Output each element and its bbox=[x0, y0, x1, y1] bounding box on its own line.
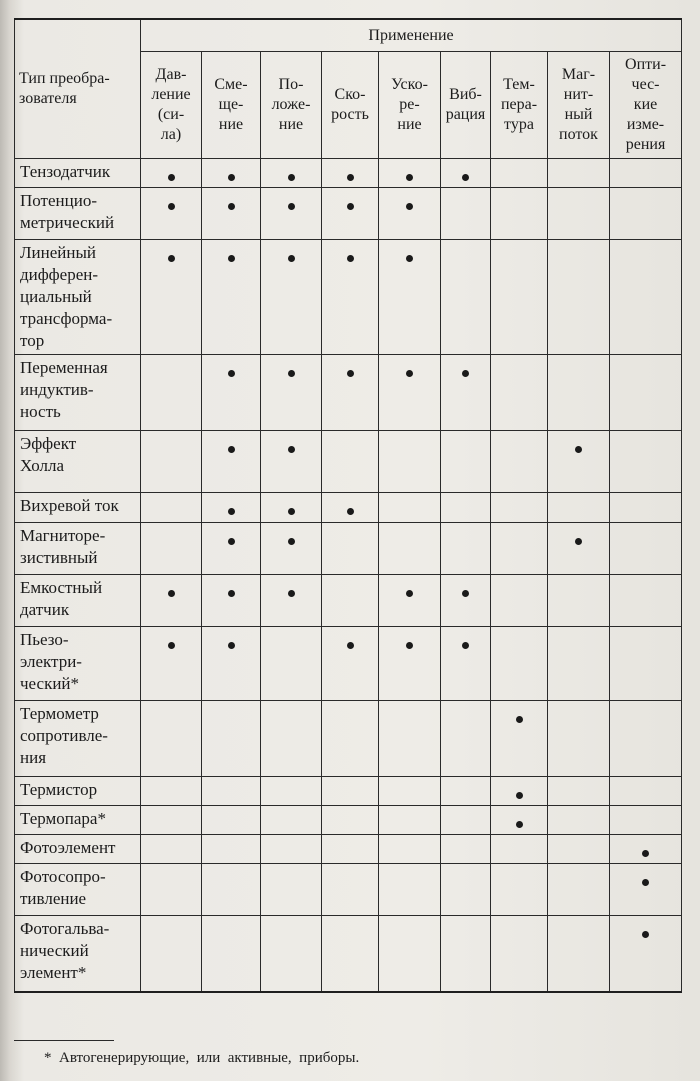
table-cell bbox=[610, 835, 682, 864]
table-cell bbox=[141, 188, 202, 240]
table-cell bbox=[441, 806, 491, 835]
applicability-dot bbox=[288, 538, 295, 545]
table-cell bbox=[322, 806, 379, 835]
table-cell bbox=[441, 188, 491, 240]
table-cell bbox=[322, 355, 379, 431]
applicability-dot bbox=[406, 203, 413, 210]
table-cell bbox=[141, 701, 202, 777]
table-row bbox=[15, 240, 682, 355]
applicability-dot bbox=[288, 370, 295, 377]
applicability-dot bbox=[168, 203, 175, 210]
table-cell bbox=[202, 916, 261, 992]
applicability-dot bbox=[406, 590, 413, 597]
row-label: Эффект Холла bbox=[15, 431, 141, 493]
footnote: * Автогенерирующие, или активные, приборы. bbox=[44, 1050, 360, 1066]
table-cell bbox=[610, 916, 682, 992]
table-row bbox=[15, 627, 682, 701]
table-cell bbox=[491, 355, 548, 431]
row-label: Переменная индуктив- ность bbox=[15, 355, 141, 431]
table-cell bbox=[441, 355, 491, 431]
table-cell bbox=[491, 575, 548, 627]
table-cell bbox=[610, 806, 682, 835]
table-cell bbox=[261, 864, 322, 916]
table-cell bbox=[610, 159, 682, 188]
table-cell bbox=[610, 188, 682, 240]
table-cell bbox=[202, 159, 261, 188]
table-cell bbox=[141, 159, 202, 188]
table-cell bbox=[261, 701, 322, 777]
table-cell bbox=[441, 777, 491, 806]
table-cell bbox=[379, 916, 441, 992]
table-cell bbox=[322, 431, 379, 493]
table-cell bbox=[548, 916, 610, 992]
table-cell bbox=[379, 431, 441, 493]
table-row bbox=[15, 916, 682, 992]
table-row bbox=[15, 493, 682, 523]
table-cell bbox=[141, 523, 202, 575]
table-cell bbox=[491, 627, 548, 701]
table-cell bbox=[141, 575, 202, 627]
table-cell bbox=[261, 575, 322, 627]
table-cell bbox=[379, 575, 441, 627]
table-row bbox=[15, 355, 682, 431]
row-label: Вихревой ток bbox=[15, 493, 141, 523]
applicability-dot bbox=[288, 446, 295, 453]
table-cell bbox=[322, 916, 379, 992]
table-cell bbox=[491, 523, 548, 575]
table-cell bbox=[322, 188, 379, 240]
table-cell bbox=[491, 864, 548, 916]
table-cell bbox=[379, 355, 441, 431]
table-cell bbox=[491, 493, 548, 523]
table-row bbox=[15, 806, 682, 835]
table-cell bbox=[491, 916, 548, 992]
table-cell bbox=[322, 159, 379, 188]
table-cell bbox=[610, 864, 682, 916]
table-row bbox=[15, 523, 682, 575]
row-label: Тензодатчик bbox=[15, 159, 141, 188]
table-cell bbox=[441, 575, 491, 627]
table-cell bbox=[441, 159, 491, 188]
applicability-dot bbox=[228, 508, 235, 515]
column-header: По- ложе- ние bbox=[261, 52, 322, 159]
applicability-dot bbox=[347, 255, 354, 262]
table-cell bbox=[202, 835, 261, 864]
column-header: Дав- ление (си- ла) bbox=[141, 52, 202, 159]
table-cell bbox=[202, 777, 261, 806]
applicability-dot bbox=[228, 174, 235, 181]
table-cell bbox=[379, 188, 441, 240]
table-cell bbox=[610, 355, 682, 431]
table-cell bbox=[261, 240, 322, 355]
table-cell bbox=[202, 240, 261, 355]
corner-header: Тип преобра- зователя bbox=[15, 19, 141, 159]
row-label: Магниторе- зистивный bbox=[15, 523, 141, 575]
table-cell bbox=[548, 777, 610, 806]
table-cell bbox=[491, 701, 548, 777]
row-label: Фотоэлемент bbox=[15, 835, 141, 864]
table-cell bbox=[379, 159, 441, 188]
table-cell bbox=[202, 806, 261, 835]
applicability-dot bbox=[642, 931, 649, 938]
applicability-dot bbox=[347, 370, 354, 377]
table-cell bbox=[379, 240, 441, 355]
table-cell bbox=[141, 777, 202, 806]
table-cell bbox=[548, 240, 610, 355]
table-row bbox=[15, 431, 682, 493]
applicability-dot bbox=[228, 642, 235, 649]
table-cell bbox=[202, 864, 261, 916]
table-cell bbox=[379, 806, 441, 835]
applicability-dot bbox=[462, 174, 469, 181]
table-cell bbox=[441, 701, 491, 777]
table-cell bbox=[322, 701, 379, 777]
table-cell bbox=[322, 835, 379, 864]
table-cell bbox=[548, 701, 610, 777]
table-cell bbox=[141, 835, 202, 864]
applicability-dot bbox=[228, 370, 235, 377]
table-cell bbox=[441, 431, 491, 493]
application-group-header: Применение bbox=[141, 19, 682, 52]
table-cell bbox=[322, 627, 379, 701]
row-label: Термометр сопротивле- ния bbox=[15, 701, 141, 777]
table-row bbox=[15, 864, 682, 916]
table-cell bbox=[610, 627, 682, 701]
table-cell bbox=[141, 431, 202, 493]
applicability-dot bbox=[347, 642, 354, 649]
applicability-dot bbox=[462, 370, 469, 377]
table-cell bbox=[379, 777, 441, 806]
table-cell bbox=[491, 159, 548, 188]
table-cell bbox=[491, 835, 548, 864]
column-header: Опти- чес- кие изме- рения bbox=[610, 52, 682, 159]
table-cell bbox=[379, 493, 441, 523]
table-cell bbox=[261, 523, 322, 575]
table-row bbox=[15, 777, 682, 806]
table-cell bbox=[441, 835, 491, 864]
applicability-dot bbox=[288, 255, 295, 262]
table-cell bbox=[610, 431, 682, 493]
table-cell bbox=[548, 523, 610, 575]
table-cell bbox=[548, 188, 610, 240]
applicability-dot bbox=[228, 203, 235, 210]
table-cell bbox=[548, 627, 610, 701]
table-cell bbox=[261, 806, 322, 835]
table-cell bbox=[441, 627, 491, 701]
table-cell bbox=[548, 864, 610, 916]
table-cell bbox=[491, 240, 548, 355]
table-cell bbox=[322, 240, 379, 355]
table-cell bbox=[202, 627, 261, 701]
column-header: Маг- нит- ный поток bbox=[548, 52, 610, 159]
applicability-dot bbox=[406, 255, 413, 262]
row-label: Термопара* bbox=[15, 806, 141, 835]
table-cell bbox=[202, 575, 261, 627]
table-cell bbox=[322, 493, 379, 523]
table-cell bbox=[441, 240, 491, 355]
row-label: Термистор bbox=[15, 777, 141, 806]
row-label: Фотогальва- нический элемент* bbox=[15, 916, 141, 992]
applicability-dot bbox=[288, 203, 295, 210]
table-cell bbox=[261, 431, 322, 493]
applicability-dot bbox=[642, 879, 649, 886]
table-cell bbox=[379, 627, 441, 701]
table-cell bbox=[610, 493, 682, 523]
table-cell bbox=[202, 431, 261, 493]
applicability-dot bbox=[288, 508, 295, 515]
table-cell bbox=[491, 431, 548, 493]
column-header: Сме- ще- ние bbox=[202, 52, 261, 159]
applicability-dot bbox=[575, 446, 582, 453]
table-cell bbox=[141, 916, 202, 992]
table-cell bbox=[441, 523, 491, 575]
table-cell bbox=[491, 806, 548, 835]
column-header: Виб- рация bbox=[441, 52, 491, 159]
table-cell bbox=[202, 355, 261, 431]
table-cell bbox=[548, 159, 610, 188]
table-cell bbox=[261, 355, 322, 431]
table-cell bbox=[202, 493, 261, 523]
table-row bbox=[15, 188, 682, 240]
table-cell bbox=[141, 240, 202, 355]
table-cell bbox=[610, 240, 682, 355]
table-cell bbox=[548, 355, 610, 431]
applicability-dot bbox=[516, 792, 523, 799]
table-cell bbox=[322, 864, 379, 916]
table-row bbox=[15, 835, 682, 864]
table-cell bbox=[441, 916, 491, 992]
table-cell bbox=[261, 627, 322, 701]
table-cell bbox=[548, 575, 610, 627]
table-cell bbox=[322, 575, 379, 627]
applicability-dot bbox=[406, 370, 413, 377]
applicability-dot bbox=[462, 590, 469, 597]
applicability-dot bbox=[516, 716, 523, 723]
table-cell bbox=[202, 523, 261, 575]
table-cell bbox=[610, 575, 682, 627]
applicability-dot bbox=[228, 255, 235, 262]
table-row bbox=[15, 159, 682, 188]
applicability-dot bbox=[406, 642, 413, 649]
row-label: Потенцио- метрический bbox=[15, 188, 141, 240]
applicability-dot bbox=[228, 590, 235, 597]
table-cell bbox=[379, 701, 441, 777]
table-cell bbox=[261, 188, 322, 240]
table-cell bbox=[548, 431, 610, 493]
table-cell bbox=[379, 523, 441, 575]
table-cell bbox=[261, 777, 322, 806]
applicability-dot bbox=[288, 174, 295, 181]
table-cell bbox=[141, 627, 202, 701]
row-label: Линейный дифферен- циальный трансформа- тор bbox=[15, 240, 141, 355]
table-cell bbox=[141, 864, 202, 916]
applicability-dot bbox=[168, 174, 175, 181]
column-header: Тем- пера- тура bbox=[491, 52, 548, 159]
applicability-dot bbox=[168, 642, 175, 649]
table-cell bbox=[202, 701, 261, 777]
applicability-dot bbox=[288, 590, 295, 597]
table-cell bbox=[610, 523, 682, 575]
table-cell bbox=[610, 777, 682, 806]
column-header: Ско- рость bbox=[322, 52, 379, 159]
column-header: Уско- ре- ние bbox=[379, 52, 441, 159]
row-label: Емкостный датчик bbox=[15, 575, 141, 627]
row-label: Пьезо- электри- ческий* bbox=[15, 627, 141, 701]
applicability-dot bbox=[642, 850, 649, 857]
applicability-dot bbox=[168, 590, 175, 597]
table-cell bbox=[548, 835, 610, 864]
table-cell bbox=[141, 493, 202, 523]
table-cell bbox=[261, 835, 322, 864]
table-cell bbox=[548, 806, 610, 835]
table-cell bbox=[322, 523, 379, 575]
applicability-dot bbox=[516, 821, 523, 828]
transducer-application-table bbox=[14, 18, 682, 993]
applicability-dot bbox=[228, 538, 235, 545]
applicability-dot bbox=[462, 642, 469, 649]
table-cell bbox=[491, 188, 548, 240]
applicability-dot bbox=[347, 508, 354, 515]
table-cell bbox=[441, 864, 491, 916]
table-cell bbox=[379, 864, 441, 916]
table-cell bbox=[141, 806, 202, 835]
table-cell bbox=[202, 188, 261, 240]
applicability-dot bbox=[575, 538, 582, 545]
table-cell bbox=[441, 493, 491, 523]
table-cell bbox=[610, 701, 682, 777]
applicability-dot bbox=[406, 174, 413, 181]
table-body bbox=[15, 159, 682, 992]
table-cell bbox=[261, 916, 322, 992]
table-cell bbox=[548, 493, 610, 523]
table-row bbox=[15, 575, 682, 627]
table-cell bbox=[261, 159, 322, 188]
applicability-dot bbox=[168, 255, 175, 262]
table-cell bbox=[491, 777, 548, 806]
table-row bbox=[15, 701, 682, 777]
footnote-divider bbox=[14, 1040, 114, 1041]
row-label: Фотосопро- тивление bbox=[15, 864, 141, 916]
table-cell bbox=[379, 835, 441, 864]
applicability-dot bbox=[347, 174, 354, 181]
table-cell bbox=[322, 777, 379, 806]
table-cell bbox=[141, 355, 202, 431]
applicability-dot bbox=[228, 446, 235, 453]
applicability-dot bbox=[347, 203, 354, 210]
table-cell bbox=[261, 493, 322, 523]
